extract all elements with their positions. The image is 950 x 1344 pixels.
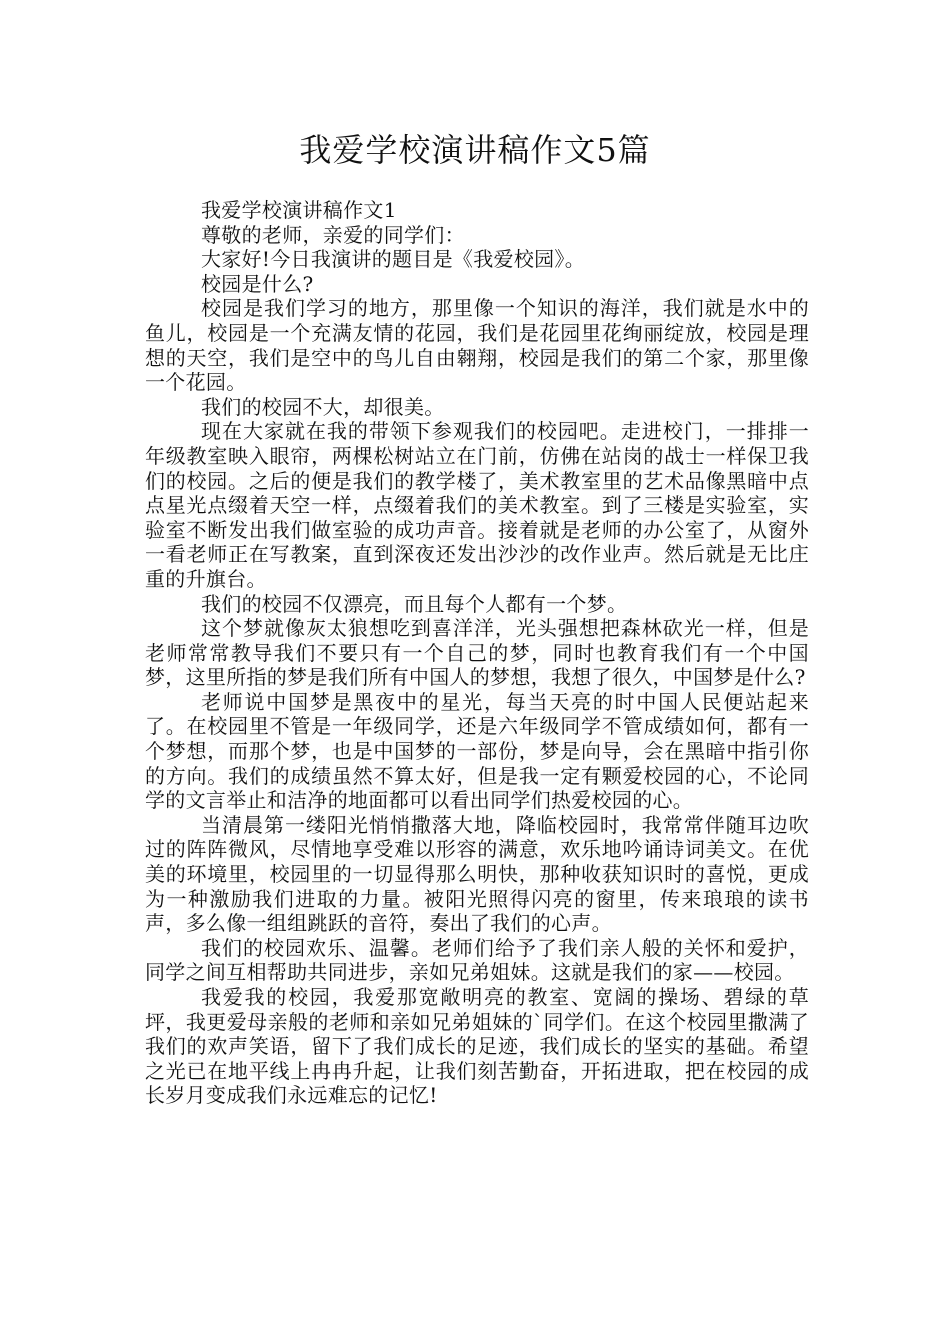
paragraph: 我们的校园不大，却很美。 — [201, 394, 445, 419]
paragraph-salutation: 尊敬的老师，亲爱的同学们： — [201, 222, 465, 247]
paragraph: 校园是什么? — [201, 271, 314, 296]
paragraph: 我们的校园不仅漂亮，而且每个人都有一个梦。 — [201, 591, 628, 616]
paragraph: 我爱我的校园，我爱那宽敞明亮的教室、宽阔的操场、碧绿的草坪，我更爱母亲般的老师和亲如兄弟姐妹的`同学们。在这个校园里撒满了我们的欢声笑语，留下了我们成长的足迹，我们成长的坚实的基础。希望之光已在地平线上冉冉升起，让我们刻苦勤奋，开拓进取，把在校园的成长岁月变成我们永远难忘的记忆! — [145, 985, 809, 1108]
paragraph-heading: 我爱学校演讲稿作文1 — [201, 198, 397, 222]
document-title: 我爱学校演讲稿作文5篇 — [299, 131, 651, 169]
paragraph: 现在大家就在我的带领下参观我们的校园吧。走进校门，一排排一年级教室映入眼帘，两棵松树站立在门前，仿佛在站岗的战士一样保卫我们的校园。之后的便是我们的教学楼了，美术教室里的艺术品像黑暗中点点星光点缀着天空一样，点缀着我们的美术教室。到了三楼是实验室，实验室不断发出我们做室验的成功声音。接着就是老师的办公室了，从窗外一看老师正在写教案，直到深夜还发出沙沙的改作业声。然后就是无比庄重的升旗台。 — [145, 419, 809, 591]
paragraph: 当清晨第一缕阳光悄悄撒落大地，降临校园时，我常常伴随耳边吹过的阵阵微风，尽情地享受难以形容的满意，欢乐地吟诵诗词美文。在优美的环境里，校园里的一切显得那么明快，那种收获知识时的喜悦，更成为一种激励我们进取的力量。被阳光照得闪亮的窗里，传来琅琅的读书声，多么像一组组跳跃的音符，奏出了我们的心声。 — [145, 812, 809, 936]
document-body — [145, 198, 809, 1108]
paragraph: 校园是我们学习的地方，那里像一个知识的海洋，我们就是水中的鱼儿，校园是一个充满友情的花园，我们是花园里花绚丽绽放，校园是理想的天空，我们是空中的鸟儿自由翱翔，校园是我们的第二个家，那里像一个花园。 — [145, 296, 809, 395]
paragraph: 这个梦就像灰太狼想吃到喜洋洋，光头强想把森林砍光一样，但是老师常常教导我们不要只有一个自己的梦，同时也教育我们有一个中国梦，这里所指的梦是我们所有中国人的梦想，我想了很久，中国梦是什么? — [145, 616, 809, 690]
paragraph: 老师说中国梦是黑夜中的星光，每当天亮的时中国人民便站起来了。在校园里不管是一年级同学，还是六年级同学不管成绩如何，都有一个梦想，而那个梦，也是中国梦的一部份，梦是向导，会在黑暗中指引你的方向。我们的成绩虽然不算太好，但是我一定有颗爱校园的心，不论同学的文言举止和洁净的地面都可以看出同学们热爱校园的心。 — [145, 689, 809, 813]
paragraph: 我们的校园欢乐、温馨。老师们给予了我们亲人般的关怀和爱护，同学之间互相帮助共同进步，亲如兄弟姐妹。这就是我们的家——校园。 — [145, 935, 809, 985]
paragraph-greeting: 大家好!今日我演讲的题目是《我爱校园》。 — [201, 247, 586, 272]
